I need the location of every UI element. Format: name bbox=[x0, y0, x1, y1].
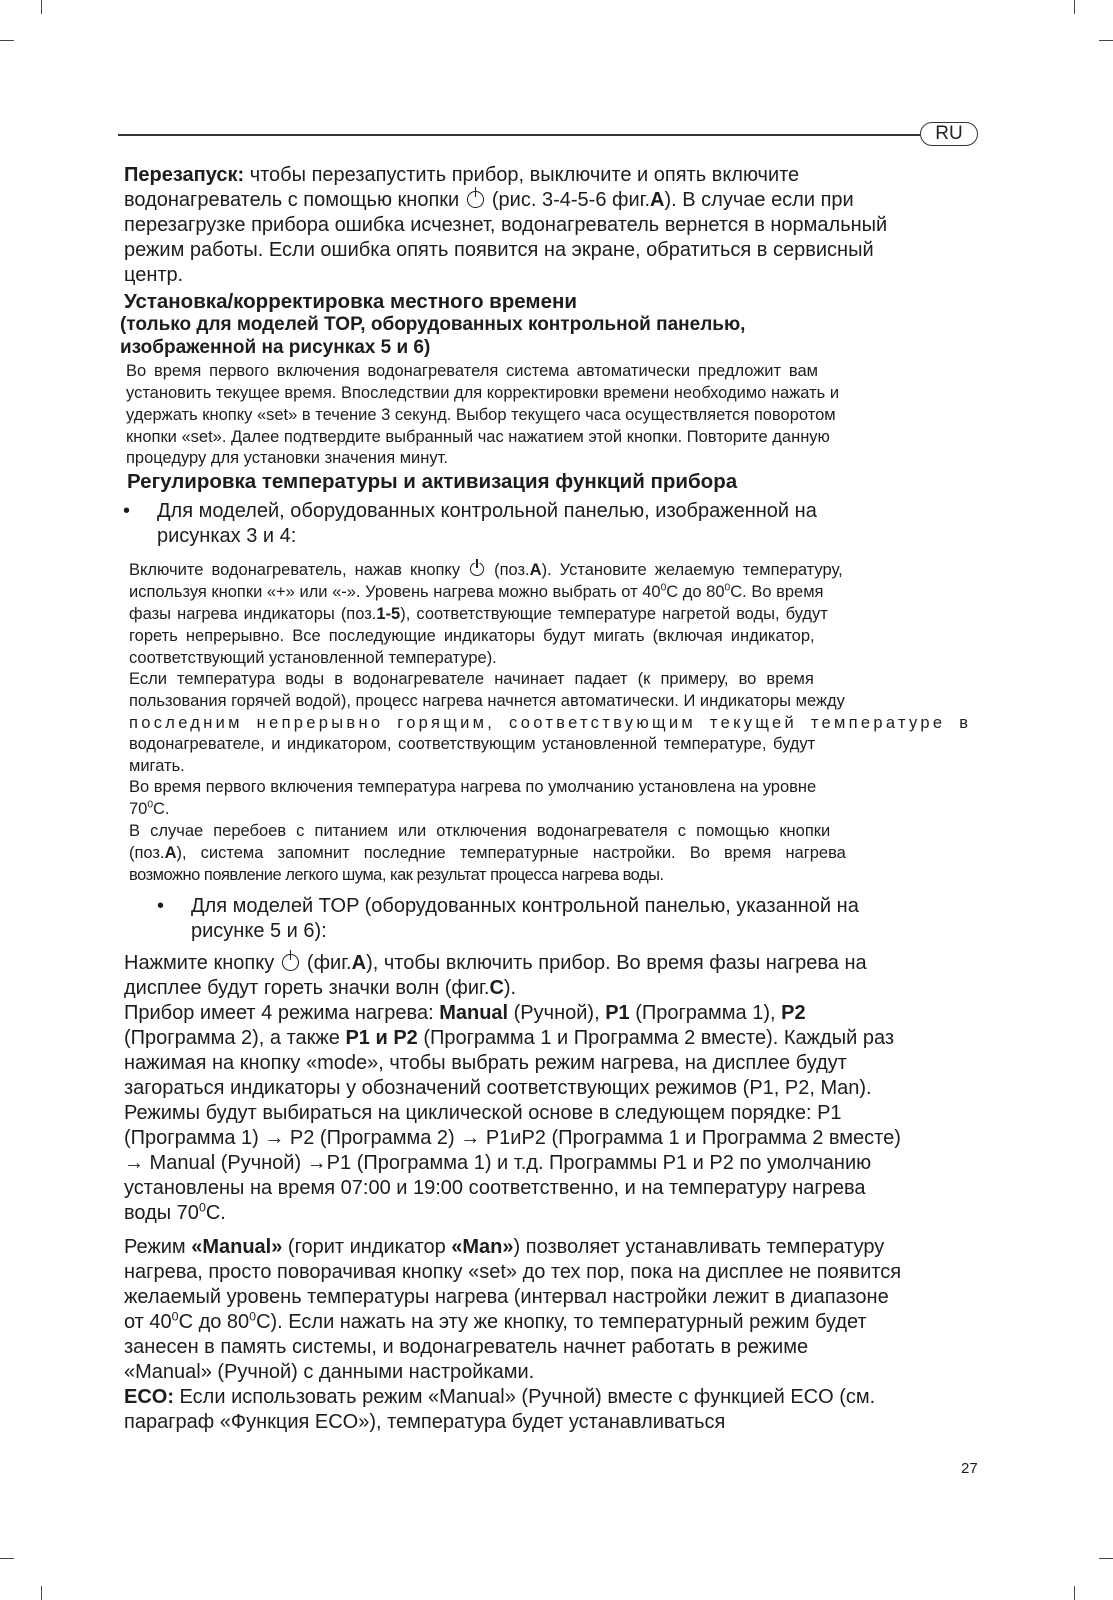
top-line-11: воды $70^0С$. bbox=[124, 1200, 226, 1224]
language-badge: RU bbox=[920, 122, 978, 146]
eco-label: ECO: bbox=[124, 1386, 174, 1408]
time-section-subtitle-1: (только для моделей TOP, оборудованных контрольной панелью, bbox=[120, 314, 746, 335]
bullet-2: • bbox=[157, 895, 165, 917]
top-line-9: → Manual (Ручной) →P1 (Программа 1) и т.д. Программы P1 и P2 по умолчанию bbox=[124, 1152, 872, 1174]
crop-mark bbox=[0, 40, 14, 41]
restart-line-2: водонагреватель с помощью кнопки (рис. 3-4-5-6 фиг.A). В случае если при bbox=[124, 189, 854, 211]
manual-line-7: ECO: Если использовать режим «Manual» (Ручной) вместе с функцией ECO (см. bbox=[124, 1386, 876, 1408]
temp-p2-line-1: Если температура воды в водонагревателе начинает падает (к примеру, во время bbox=[129, 670, 814, 688]
crop-mark bbox=[1099, 40, 1113, 41]
manual-line-3: желаемый уровень температуры нагрева (интервал настройки лежит в диапазоне bbox=[124, 1286, 889, 1308]
temp-p2-line-4: водонагревателе, и индикатором, соответствующим установленной температуре, будут bbox=[129, 735, 816, 753]
crop-mark bbox=[0, 1558, 14, 1559]
temp-p2-line-5: мигать. bbox=[129, 757, 185, 775]
temp-p3-line-2: $70^0С$. bbox=[129, 799, 170, 818]
temp-p1-line-4: гореть непрерывно. Все последующие индикаторы будут мигать (включая индикатор, bbox=[129, 627, 815, 645]
top-line-1: Нажмите кнопку (фиг.A), чтобы включить прибор. Во время фазы нагрева на bbox=[124, 952, 867, 974]
power-icon bbox=[470, 562, 484, 576]
temp-p1-line-1: Включите водонагреватель, нажав кнопку (поз.A). Установите желаемую температуру, bbox=[129, 561, 843, 579]
temp-p2-line-3: последним непрерывно горящим, соответствующим текущей температуре в bbox=[129, 714, 972, 732]
manual-line-6: «Manual» (Ручной) с данными настройками. bbox=[124, 1361, 535, 1383]
power-icon bbox=[282, 954, 299, 971]
restart-title: Перезапуск: bbox=[124, 164, 245, 186]
restart-line-4: режим работы. Если ошибка опять появится на экране, обратиться в сервисный bbox=[124, 239, 874, 261]
temp-p2-line-2: пользования горячей водой), процесс нагрева начнется автоматически. И индикаторы между bbox=[129, 692, 845, 710]
temp-p4-line-3: возможно появление легкого шума, как результат процесса нагрева воды. bbox=[129, 866, 664, 884]
crop-mark bbox=[41, 1586, 42, 1600]
time-section-subtitle-2: изображенной на рисунках 5 и 6) bbox=[120, 337, 431, 358]
top-line-8: (Программа 1) → P2 (Программа 2) → P1иP2 (Программа 1 и Программа 2 вместе) bbox=[124, 1127, 901, 1149]
temp-p4-line-1: В случае перебоев с питанием или отключения водонагревателя с помощью кнопки bbox=[129, 822, 831, 840]
top-line-7: Режимы будут выбираться на циклической основе в следующем порядке: P1 bbox=[124, 1102, 842, 1124]
manual-line-1: Режим «Manual» (горит индикатор «Man») позволяет устанавливать температуру bbox=[124, 1236, 885, 1258]
bullet-2-line-2: рисунке 5 и 6): bbox=[191, 920, 327, 942]
top-line-5: нажимая на кнопку «mode», чтобы выбрать режим нагрева, на дисплее будут bbox=[124, 1052, 847, 1074]
crop-mark bbox=[1099, 1558, 1113, 1559]
header-rule bbox=[118, 134, 920, 136]
bullet-2-line-1: Для моделей TOP (оборудованных контрольной панелью, указанной на bbox=[191, 895, 859, 917]
time-line-4: кнопки «set». Далее подтвердите выбранный час нажатием этой кнопки. Повторите данную bbox=[126, 428, 830, 446]
temp-p1-line-2: используя кнопки «+» или «-». Уровень нагрева можно выбрать от $40^0С$ до $80^0С$. Во время bbox=[129, 582, 824, 601]
crop-mark bbox=[1074, 0, 1075, 14]
bullet-1-line-1: Для моделей, оборудованных контрольной панелью, изображенной на bbox=[157, 500, 817, 522]
top-line-6: загораться индикаторы у обозначений соответствующих режимов (P1, P2, Man). bbox=[124, 1077, 872, 1099]
restart-line-5: центр. bbox=[124, 264, 184, 286]
time-line-5: процедуру для установки значения минут. bbox=[126, 449, 448, 467]
time-line-1: Во время первого включения водонагревателя система автоматически предложит вам bbox=[126, 362, 818, 380]
restart-line-1: Перезапуск: чтобы перезапустить прибор, выключите и опять включите bbox=[124, 164, 800, 186]
bullet-1: • bbox=[123, 500, 131, 522]
manual-line-5: занесен в память системы, и водонагреватель начнет работать в режиме bbox=[124, 1336, 809, 1358]
top-line-3: Прибор имеет 4 режима нагрева: Manual (Ручной), P1 (Программа 1), P2 bbox=[124, 1002, 806, 1024]
time-line-2: установить текущее время. Впоследствии для корректировки времени необходимо нажать и bbox=[126, 384, 840, 402]
power-icon bbox=[467, 191, 484, 208]
time-section-title: Установка/корректировка местного времени bbox=[124, 290, 577, 313]
temp-p1-line-5: соответствующий установленной температуре). bbox=[129, 649, 497, 667]
manual-line-8: параграф «Функция ECO»), температура будет устанавливаться bbox=[124, 1411, 726, 1433]
crop-mark bbox=[41, 0, 42, 14]
time-line-3: удержать кнопку «set» в течение 3 секунд. Выбор текущего часа осуществляется поворотом bbox=[126, 406, 836, 424]
manual-line-2: нагрева, просто поворачивая кнопку «set» до тех пор, пока на дисплее не появится bbox=[124, 1261, 902, 1283]
top-line-10: установлены на время 07:00 и 19:00 соответственно, и на температуру нагрева bbox=[124, 1177, 866, 1199]
crop-mark bbox=[1074, 1586, 1075, 1600]
bullet-1-line-2: рисунках 3 и 4: bbox=[157, 525, 297, 547]
temp-p3-line-1: Во время первого включения температура нагрева по умолчанию установлена на уровне bbox=[129, 778, 817, 796]
top-line-4: (Программа 2), а также P1 и P2 (Программа 1 и Программа 2 вместе). Каждый раз bbox=[124, 1027, 895, 1049]
manual-line-4: от $40^0С$ до $80^0С$). Если нажать на эту же кнопку, то температурный режим будет bbox=[124, 1309, 867, 1333]
temp-section-title: Регулировка температуры и активизация функций прибора bbox=[127, 470, 738, 493]
temp-p4-line-2: (поз.A), система запомнит последние температурные настройки. Во время нагрева bbox=[129, 844, 846, 862]
temp-p1-line-3: фазы нагрева индикаторы (поз.1-5), соответствующие температуре нагретой воды, будут bbox=[129, 605, 828, 623]
page-number: 27 bbox=[961, 1460, 978, 1477]
restart-line-3: перезагрузке прибора ошибка исчезнет, водонагреватель вернется в нормальный bbox=[124, 214, 888, 236]
top-line-2: дисплее будут гореть значки волн (фиг.C). bbox=[124, 977, 517, 999]
